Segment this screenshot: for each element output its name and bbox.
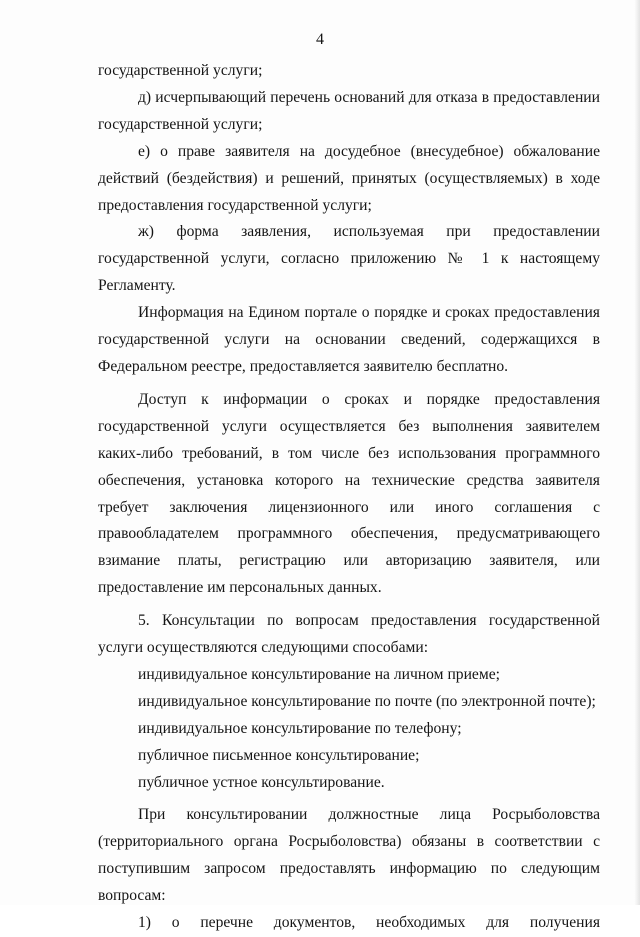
paragraph-consultations: 5. Консультации по вопросам предоставления государственной услуги осуществляются следующими способами: xyxy=(98,612,600,657)
paragraph-service-end: государственной услуги; xyxy=(98,62,263,79)
list-item-public-oral: публичное устное консультирование. xyxy=(138,773,385,791)
page-number: 4 xyxy=(316,31,324,48)
list-item-public-written: публичное письменное консультирование; xyxy=(138,746,420,764)
scan-edge-shadow xyxy=(634,0,640,905)
paragraph-item-1: 1) о перечне документов, необходимых для получения xyxy=(138,914,600,932)
paragraph-unified-portal: Информация на Едином портале о порядке и сроках предоставления государственной услуги на основании сведений, содержащихся в Федеральном реестре, предоставляется заявителю бесплатно. xyxy=(98,304,600,375)
paragraph-item-e: е) о праве заявителя на досудебное (внесудебное) обжалование действий (бездействия) и решений, принятых (осуществляемых) в ходе предоставления государственной услуги; xyxy=(98,142,600,214)
list-item-phone: индивидуальное консультирование по телефону; xyxy=(138,719,462,737)
list-item-personal: индивидуальное консультирование на личном приеме; xyxy=(138,665,500,683)
paragraph-officials: При консультировании должностные лица Росрыболовства (территориального органа Росрыболовства) обязаны в соответствии с поступившим запросом предоставлять информацию по следующим вопросам: xyxy=(98,806,600,905)
paragraph-access: Доступ к информации о сроках и порядке предоставления государственной услуги осуществляется без выполнения заявителем каких-либо требований, в том числе без использования программного обеспечения, установка которого на технические средства заявителя требует заключения лицензионного или иного соглашения с правообладателем программного обеспечения, предусматривающего взимание платы, регистрацию или авторизацию заявителя, или предоставление им персональных данных. xyxy=(98,390,600,597)
document-body xyxy=(98,58,600,937)
paragraph-item-zh: ж) форма заявления, используемая при предоставлении государственной услуги, согласно приложению № 1 к настоящему Регламенту. xyxy=(98,223,600,295)
paragraph-item-d: д) исчерпывающий перечень оснований для отказа в предоставлении государственной услуги; xyxy=(98,88,600,133)
list-item-mail: индивидуальное консультирование по почте (по электронной почте); xyxy=(138,692,596,710)
